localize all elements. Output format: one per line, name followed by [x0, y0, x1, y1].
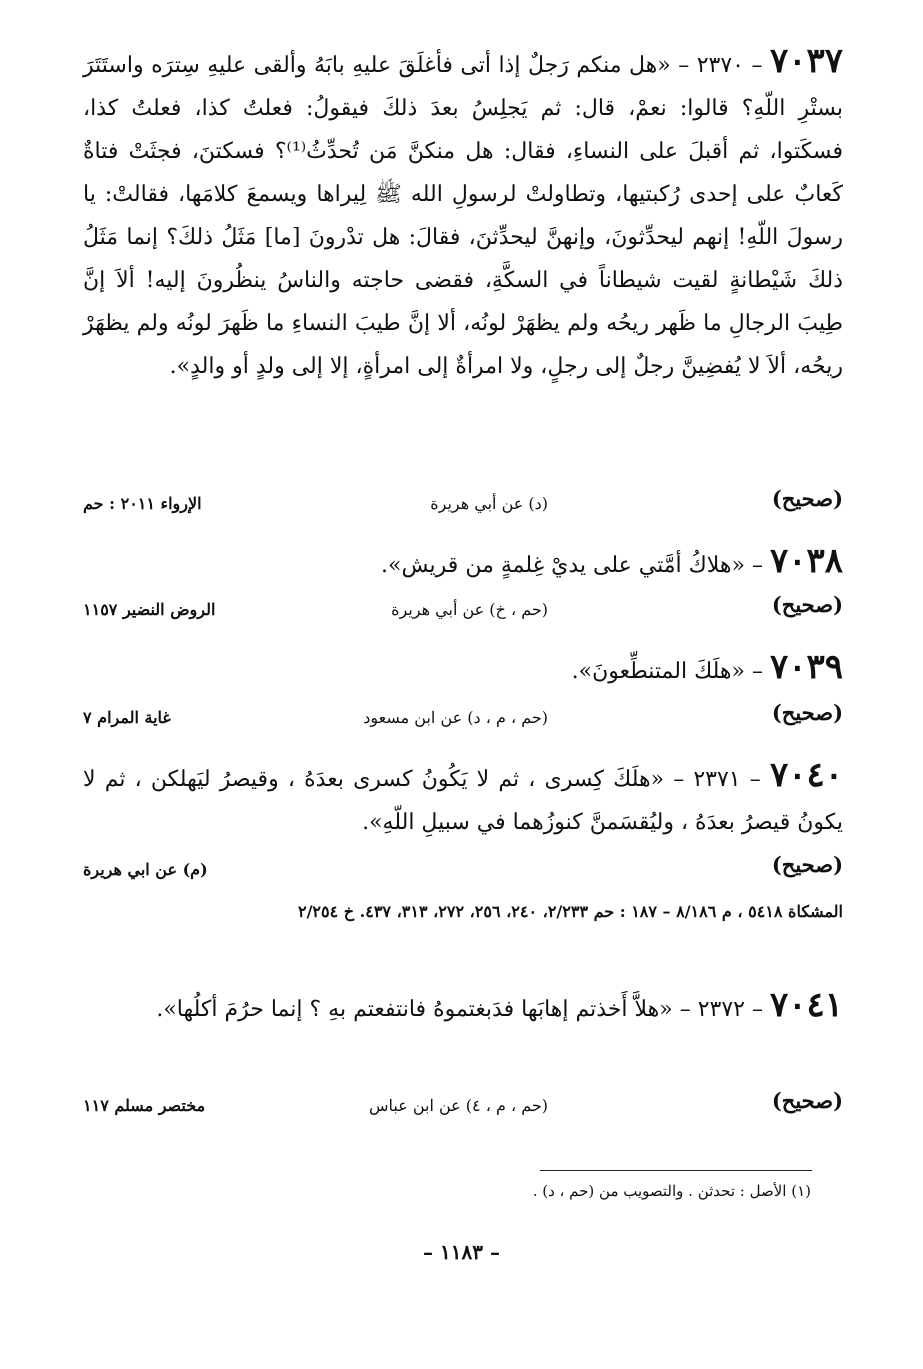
- grade-label: ( صحيح ): [772, 592, 843, 617]
- source-label: (حم ، م ، د) عن ابن مسعود: [363, 708, 548, 727]
- source-label: (م) عن ابي هريرة: [83, 860, 208, 879]
- hadith-7040-reference: [83, 852, 843, 892]
- hadith-number: ٧٠٣٧: [769, 41, 843, 81]
- book-reference: غاية المرام ٧: [83, 708, 171, 727]
- hadith-number: ٧٠٤١: [769, 985, 843, 1025]
- hadith-text: – ٢٣٧١ – «هلَكَ كِسرى ، ثم لا يَكُونُ كسرى بعدَهُ ، وقيصرُ ليَهلكن ، ثم لا يكونُ قيصرُ بعدَهُ ، وليُقسَمنَّ كنوزُهما في سبيلِ اللّهِ».: [83, 767, 843, 835]
- book-reference: مختصر مسلم ١١٧: [83, 1096, 206, 1115]
- hadith-7039-reference: [83, 700, 843, 740]
- source-label: (حم ، م ، ٤) عن ابن عباس: [368, 1096, 548, 1115]
- grade-label: ( صحيح ): [772, 486, 843, 511]
- hadith-number: ٧٠٣٨: [769, 541, 843, 581]
- hadith-7038: [83, 540, 843, 587]
- source-label: (حم ، خ) عن أبي هريرة: [391, 600, 548, 619]
- hadith-7039: [83, 646, 843, 693]
- source-label: (د) عن أبي هريرة: [430, 494, 548, 513]
- hadith-number: ٧٠٣٩: [769, 647, 843, 687]
- hadith-text: – ٢٣٧٢ – «هلاَّ أَخذتم إهابَها فدَبغتموهُ فانتفعتم بهِ ؟ إنما حرُمَ أكلُها».: [156, 997, 763, 1022]
- hadith-7041: [83, 984, 843, 1031]
- grade-label: ( صحيح ): [772, 700, 843, 725]
- book-reference: الإرواء ٢٠١١ : حم: [83, 494, 202, 513]
- hadith-7037: [83, 40, 843, 388]
- grade-label: ( صحيح ): [772, 852, 843, 877]
- hadith-7040: [83, 754, 843, 844]
- hadith-7037-reference: [83, 486, 843, 526]
- hadith-text: – «هلاكُ أمَّتي على يديْ غِلمةٍ من قريش».: [381, 553, 763, 578]
- hadith-7040-extra-references: المشكاة ٥٤١٨ ، م ٨/١٨٦ – ١٨٧ : حم ٢/٢٣٣، ٢٤٠، ٢٥٦، ٢٧٢، ٣١٣، ٤٣٧. خ ٢/٢٥٤: [297, 902, 843, 921]
- grade-label: ( صحيح ): [772, 1088, 843, 1113]
- hadith-7038-reference: [83, 592, 843, 632]
- hadith-number: ٧٠٤٠: [769, 755, 844, 795]
- footnote: (١) الأصل : تحدثن . والتصويب من (حم ، د) .: [532, 1182, 811, 1200]
- hadith-text: – «هلَكَ المتنطِّعونَ».: [571, 659, 763, 684]
- page-number: – ١١٨٣ –: [423, 1240, 500, 1264]
- hadith-7041-reference: [83, 1088, 843, 1128]
- footnote-divider: [540, 1170, 812, 1171]
- book-reference: الروض النضير ١١٥٧: [83, 600, 216, 619]
- hadith-text: – ٢٣٧٠ – «هل منكم رَجلٌ إذا أتى فأغلَقَ عليهِ بابَهُ وألقى عليهِ سِترَه واستَتَرَ بستْرِ اللّهِ؟ قالوا: نعمْ، قال: ثم يَجلِسُ بعدَ ذلكَ فيقولُ: فعلتُ كذا، فعلتُ كذا، فسكَتوا، ثم أقبلَ على النساءِ، فقال: هل منكنَّ مَن تُحدِّثُ⁽¹⁾؟ فسكتنَ، فجثَتْ فتاةٌ كَعابٌ على إحدى رُكبتيها، وتطاولتْ لرسولِ الله ﷺ لِيراها ويسمعَ كلامَها، فقالتْ: يا رسولَ اللّهِ! إنهم ليحدِّثونَ، وإنهنَّ ليحدِّثنَ، فقالَ: هل تدْرونَ [ما] مَثَلُ ذلكَ؟ إنما مَثَلُ ذلكَ شَيْطانةٍ لقيت شيطاناً في السكَّةِ، فقضى حاجته والناسُ ينظُرونَ إليه! ألاَ إنَّ طِيبَ الرجالِ ما ظَهر ريحُه ولم يظهَرْ لونُه، ألا إنَّ طيبَ النساءِ ما ظَهرَ لونُه ولم يظهَرْ ريحُه، ألاَ لا يُفضِينَّ رجلٌ إلى رجلٍ، ولا امرأةٌ إلى امرأةٍ، إلا إلى ولدٍ أو والدٍ».: [83, 53, 843, 379]
